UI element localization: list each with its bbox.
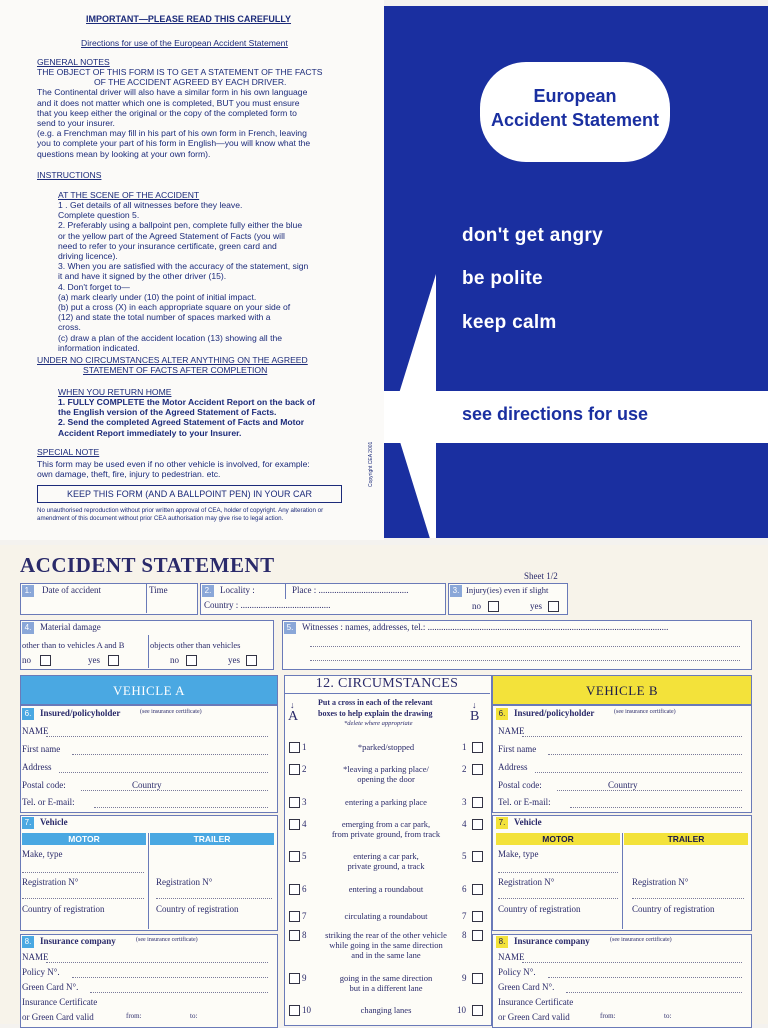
divider [284, 693, 490, 694]
text-line: (a) mark clearly under (10) the point of initial impact. [58, 291, 257, 302]
circumstance-1-text [316, 742, 456, 752]
vehicle-a-motor-header: MOTOR [22, 833, 146, 845]
insurance-field-input[interactable] [72, 976, 268, 978]
circumstance-7-a-checkbox[interactable] [289, 911, 300, 922]
vehicle-a-make-field[interactable] [22, 871, 144, 873]
vehicle-a-make-label: Make, type [22, 849, 63, 859]
insured-field-label: Tel. or E-mail: [498, 797, 551, 807]
text-line: own damage, theft, fire, injury to pedestrian. etc. [37, 469, 221, 480]
country-field[interactable]: Country : ........................................ [204, 600, 331, 610]
date-label: Date of accident [42, 585, 101, 595]
circumstance-text-line: entering a roundabout [348, 884, 424, 894]
cover-title [480, 84, 670, 132]
vehicle-b-make-field[interactable] [498, 871, 618, 873]
vehicle-b-trailer-header: TRAILER [624, 833, 748, 845]
vehicle-a-country-reg-label: Country of registration [22, 904, 105, 914]
divider [148, 833, 149, 929]
text-line: THE OBJECT OF THIS FORM IS TO GET A STATEMENT OF THE FACTS [37, 67, 323, 77]
cover-panel [384, 6, 768, 538]
text-line: UNDER NO CIRCUMSTANCES ALTER ANYTHING ON THE AGREED [37, 355, 308, 365]
time-field[interactable] [149, 598, 193, 610]
insurance-field-label: NAME [498, 952, 525, 962]
vehicle-a-insurance-label: Insurance company [40, 936, 116, 946]
insured-field-label: Address [498, 762, 528, 772]
text-line: 2. Preferably using a ballpoint pen, complete fully either the blue [58, 220, 303, 231]
accident-statement-form [0, 545, 768, 1024]
slogan-be-polite: be polite [462, 268, 543, 289]
circumstances-col-b: B [470, 709, 480, 724]
divider [148, 635, 149, 668]
circumstance-text-line: from private ground, from track [331, 829, 441, 839]
vehicle-a-trailer-registration-label: Registration N° [156, 877, 213, 887]
text-line: driving licence). [58, 251, 118, 261]
slogan-keep-calm: keep calm [462, 312, 557, 333]
circumstance-9-b-checkbox[interactable] [472, 973, 483, 984]
legal-notice: No unauthorised reproduction without prior written approval of CEA, holder of copyright. Any alteration or amendment of this document without prior CEA authorisation may give rise to legal action. [37, 507, 324, 522]
vehicle-b-valid-label: or Green Card valid [498, 1012, 570, 1022]
text-line: OF THE ACCIDENT AGREED BY EACH DRIVER. [94, 77, 287, 88]
special-note-title: SPECIAL NOTE [37, 447, 100, 457]
insurance-field-input[interactable] [522, 961, 742, 963]
circumstance-3-b-checkbox[interactable] [472, 797, 483, 808]
circumstance-10-text [316, 1005, 456, 1015]
insured-field-label: First name [498, 744, 537, 754]
circumstance-8-a-checkbox[interactable] [289, 930, 300, 941]
vehicle-b-from-label: from: [600, 1012, 616, 1020]
text-line: or the yellow part of the Agreed Statement of Facts (you will [58, 230, 285, 241]
vehicle-a-title: VEHICLE A [112, 683, 186, 698]
insurance-field-input[interactable] [548, 976, 742, 978]
vehicle-a-vehicle-label: Vehicle [40, 817, 68, 827]
insurance-field-label: Insurance Certificate [22, 997, 98, 1007]
vehicle-a-registration-field[interactable] [22, 897, 144, 899]
circumstance-text-line: entering a car park, [353, 851, 419, 861]
circumstance-5-a-checkbox[interactable] [289, 851, 300, 862]
text-line: it and have it signed by the other driver (15). [58, 271, 227, 282]
circumstance-3-text [316, 797, 456, 807]
insurance-field-label: NAME [22, 952, 49, 962]
circumstances-instruction-1: Put a cross in each of the relevant [318, 698, 433, 707]
damage-vehicles-no-label: no [22, 655, 31, 665]
cover-title-line1: European [533, 86, 617, 106]
country-label: Country [608, 780, 638, 790]
circumstance-number-a: 1 [302, 742, 307, 752]
locality-label: Locality : [220, 585, 255, 595]
circumstance-number-a: 8 [302, 930, 307, 940]
circumstance-number-b: 9 [462, 973, 467, 983]
instructions-title: INSTRUCTIONS [37, 170, 102, 180]
vehicle-b-trailer-registration-label: Registration N° [632, 877, 689, 887]
vehicle-b-title: VEHICLE B [585, 683, 659, 698]
section-2-tag: 2. [202, 585, 214, 597]
circumstance-text-line: and in the same lane [351, 950, 421, 960]
injury-no-label: no [472, 601, 481, 611]
vehicle-b-country-reg-label: Country of registration [498, 904, 581, 914]
circumstance-9-a-checkbox[interactable] [289, 973, 300, 984]
vehicle-a-trailer-header: TRAILER [150, 833, 274, 845]
text-line: (12) and state the total number of spaces marked with a [58, 312, 271, 323]
vehicle-a-insured-label: Insured/policyholder [40, 708, 121, 718]
title-bubble [480, 62, 670, 162]
damage-vehicles-yes-checkbox[interactable] [108, 655, 119, 666]
vehicle-a-section-7-tag: 7. [22, 817, 34, 829]
text-line: (e.g. a Frenchman may fill in his part of his own form in French, leaving [37, 128, 307, 139]
date-field[interactable] [22, 598, 142, 610]
circumstance-number-a: 5 [302, 851, 307, 861]
damage-objects-yes-label: yes [228, 655, 240, 665]
insured-field-label: NAME [22, 726, 49, 736]
circumstance-number-a: 7 [302, 911, 307, 921]
insured-field-input[interactable] [570, 806, 742, 808]
text-line: STATEMENT OF FACTS AFTER COMPLETION [83, 365, 268, 376]
text-line: and it does not matter which one is completed, BUT you must ensure [37, 97, 300, 108]
circumstances-instruction-2: boxes to help explain the drawing [318, 709, 433, 718]
insured-field-label: Tel. or E-mail: [22, 797, 75, 807]
vehicle-b-registration-label: Registration N° [498, 877, 555, 887]
circumstance-text-line: circulating a roundabout [344, 911, 428, 921]
cover-title-line2: Accident Statement [490, 110, 660, 130]
circumstance-6-a-checkbox[interactable] [289, 884, 300, 895]
vehicle-a-registration-label: Registration N° [22, 877, 79, 887]
text-line: you to complete your part of his form in English—you will know what the [37, 138, 311, 149]
circumstance-3-a-checkbox[interactable] [289, 797, 300, 808]
slogan-dont-get-angry: don't get angry [462, 225, 603, 246]
damage-vehicles-yes-label: yes [88, 655, 100, 665]
circumstance-number-a: 9 [302, 973, 307, 983]
injury-yes-label: yes [530, 601, 542, 611]
insurance-field-label: Policy N°. [22, 967, 60, 977]
circumstance-4-text [316, 819, 456, 839]
insured-field-input[interactable] [72, 753, 268, 755]
circumstance-number-b: 1 [462, 742, 467, 752]
keep-form-box: KEEP THIS FORM (AND A BALLPOINT PEN) IN YOUR CAR [37, 485, 342, 503]
insured-field-input[interactable] [557, 789, 742, 791]
text-line: (b) put a cross (X) in each appropriate square on your side of [58, 302, 291, 312]
insured-field-input[interactable] [535, 771, 742, 773]
circumstance-number-a: 2 [302, 764, 307, 774]
insured-field-label: First name [22, 744, 61, 754]
divider [622, 833, 623, 929]
circumstance-number-b: 3 [462, 797, 467, 807]
circumstance-number-a: 6 [302, 884, 307, 894]
circumstance-text-line: *parked/stopped [357, 742, 415, 752]
vehicle-b-section-6-tag: 6. [496, 708, 508, 720]
vehicle-a-from-label: from: [126, 1012, 142, 1020]
vehicle-b-make-label: Make, type [498, 849, 539, 859]
time-label: Time [149, 585, 168, 595]
damage-vehicles-no-checkbox[interactable] [40, 655, 51, 666]
instructions-panel [0, 0, 384, 540]
text-line: Accident Report immediately to your Insurer. [58, 427, 242, 438]
vehicle-a-header [20, 675, 278, 705]
text-line: (c) draw a plan of the accident location (13) showing all the [58, 332, 283, 343]
circumstance-text-line: but in a different lane [349, 983, 423, 993]
witnesses-field-line[interactable] [310, 645, 740, 647]
circumstance-text-line: striking the rear of the other vehicle [325, 930, 447, 940]
circumstance-4-b-checkbox[interactable] [472, 819, 483, 830]
circumstance-text-line: emerging from a car park, [341, 819, 431, 829]
damage-objects-no-label: no [170, 655, 179, 665]
circumstance-7-text [316, 911, 456, 921]
divider [285, 583, 286, 599]
injury-label: Injury(ies) even if slight [466, 585, 549, 595]
vehicle-b-registration-field[interactable] [498, 897, 618, 899]
circumstance-number-a: 10 [302, 1005, 311, 1015]
circumstances-col-a: A [288, 709, 299, 724]
text-line: information indicated. [58, 342, 140, 353]
circumstance-number-b: 5 [462, 851, 467, 861]
instructions-heading: IMPORTANT—PLEASE READ THIS CAREFULLY [86, 14, 292, 24]
text-line: Complete question 5. [58, 210, 140, 221]
witnesses-label: Witnesses : names, addresses, tel.: ........................................................................................................... [302, 622, 669, 632]
place-field[interactable]: Place : ........................................ [292, 585, 409, 595]
vehicle-a-to-label: to: [190, 1012, 198, 1020]
circumstance-text-line: changing lanes [360, 1005, 412, 1015]
vehicle-b-vehicle-label: Vehicle [514, 817, 542, 827]
circumstance-5-text [316, 851, 456, 871]
vehicles-other-label: other than to vehicles A and B [22, 640, 125, 650]
vehicle-b-motor-header: MOTOR [496, 833, 620, 845]
vehicle-a-section-8-tag: 8. [22, 936, 34, 948]
vehicle-a-insurance-note: (see insurance certificate) [136, 937, 198, 943]
circumstance-1-b-checkbox[interactable] [472, 742, 483, 753]
circumstance-2-b-checkbox[interactable] [472, 764, 483, 775]
circumstance-6-b-checkbox[interactable] [472, 884, 483, 895]
vehicle-b-to-label: to: [664, 1012, 672, 1020]
insurance-field-input[interactable] [566, 991, 742, 993]
copyright-text: Copyright CEA 2001 [368, 441, 374, 487]
circumstance-number-b: 7 [462, 911, 467, 921]
directions-title: Directions for use of the European Accident Statement [81, 38, 288, 48]
circumstance-text-line: private ground, a track [347, 861, 425, 871]
country-label: Country [132, 780, 162, 790]
insurance-field-input[interactable] [46, 961, 268, 963]
vehicle-b-insured-label: Insured/policyholder [514, 708, 595, 718]
material-damage-label: Material damage [40, 622, 101, 632]
vehicle-b-header [492, 675, 752, 705]
circumstance-number-b: 10 [457, 1005, 466, 1015]
arrow-down-icon-b: ↓ [472, 700, 477, 710]
circumstance-text-line: *leaving a parking place/ [343, 764, 429, 774]
text-line: cross. [58, 322, 81, 333]
circumstance-number-b: 2 [462, 764, 467, 774]
vehicle-b-trailer-country-reg-label: Country of registration [632, 904, 715, 914]
injury-yes-checkbox[interactable] [548, 601, 559, 612]
circumstance-number-a: 3 [302, 797, 307, 807]
arrow-down-icon-a: ↓ [290, 700, 295, 710]
see-directions-text: see directions for use [462, 404, 649, 424]
circumstance-1-a-checkbox[interactable] [289, 742, 300, 753]
general-notes-title: GENERAL NOTES [37, 57, 110, 67]
text-line: 3. When you are satisfied with the accuracy of the statement, sign [58, 261, 309, 272]
text-line: 1. FULLY COMPLETE the Motor Accident Report on the back of [58, 397, 316, 407]
insured-field-input[interactable] [59, 771, 268, 773]
witnesses-field-line[interactable] [310, 659, 740, 661]
form-title: ACCIDENT STATEMENT [20, 553, 275, 577]
circumstances-header: 12. CIRCUMSTANCES [315, 676, 459, 691]
circumstance-text-line: going in the same direction [339, 973, 433, 983]
text-line: send to your insurer. [37, 118, 115, 128]
insured-field-input[interactable] [46, 735, 268, 737]
circumstance-number-a: 4 [302, 819, 307, 829]
text-line: The Continental driver will also have a similar form in his own language [37, 87, 308, 98]
circumstance-7-b-checkbox[interactable] [472, 911, 483, 922]
insurance-field-label: Green Card N°. [22, 982, 79, 992]
divider [146, 583, 147, 613]
text-line: 1 . Get details of all witnesses before they leave. [58, 200, 243, 210]
circumstance-5-b-checkbox[interactable] [472, 851, 483, 862]
text-line: 4. Don't forget to— [58, 281, 130, 292]
insured-field-input[interactable] [548, 753, 742, 755]
vehicle-a-valid-label: or Green Card valid [22, 1012, 94, 1022]
circumstance-2-a-checkbox[interactable] [289, 764, 300, 775]
insurance-field-label: Policy N°. [498, 967, 536, 977]
vehicle-b-trailer-registration-field[interactable] [632, 897, 744, 899]
insured-field-label: Postal code: [22, 780, 66, 790]
damage-objects-no-checkbox[interactable] [186, 655, 197, 666]
vehicle-a-section-6-tag: 6. [22, 708, 34, 720]
insured-field-label: NAME [498, 726, 525, 736]
circumstance-10-a-checkbox[interactable] [289, 1005, 300, 1016]
section-1-tag: 1. [22, 585, 34, 597]
text-line: need to refer to your insurance certificate, green card and [58, 240, 277, 251]
section-4-tag: 4. [22, 622, 34, 634]
objects-other-label: objects other than vehicles [150, 640, 241, 650]
circumstance-number-b: 8 [462, 930, 467, 940]
insured-field-label: Postal code: [498, 780, 542, 790]
circumstance-number-b: 4 [462, 819, 467, 829]
circumstance-8-b-checkbox[interactable] [472, 930, 483, 941]
vehicle-b-section-7-tag: 7. [496, 817, 508, 829]
insurance-field-label: Green Card N°. [498, 982, 555, 992]
damage-objects-yes-checkbox[interactable] [246, 655, 257, 666]
text-line: that you keep either the original or the copy of the completed form to [37, 107, 297, 118]
section-5-tag: 5. [284, 622, 296, 634]
vehicle-b-insured-note: (see insurance certificate) [614, 709, 676, 715]
insured-field-label: Address [22, 762, 52, 772]
circumstance-4-a-checkbox[interactable] [289, 819, 300, 830]
insured-field-input[interactable] [522, 735, 742, 737]
insured-field-input[interactable] [94, 806, 268, 808]
vehicle-b-insurance-label: Insurance company [514, 936, 590, 946]
vehicle-a-trailer-registration-field[interactable] [156, 897, 272, 899]
circumstance-2-text [316, 764, 456, 784]
insurance-field-input[interactable] [90, 991, 268, 993]
text-line: the English version of the Agreed Statement of Facts. [58, 407, 277, 418]
circumstance-10-b-checkbox[interactable] [472, 1005, 483, 1016]
injury-no-checkbox[interactable] [488, 601, 499, 612]
return-title: WHEN YOU RETURN HOME [58, 387, 172, 397]
circumstances-delete-note: *delete where appropriate [344, 720, 413, 727]
circumstance-text-line: while going in the same direction [329, 940, 443, 950]
text-line: questions mean by looking at your own form). [37, 148, 211, 159]
circumstance-text-line: entering a parking place [345, 797, 427, 807]
circumstance-8-text [316, 930, 456, 960]
circumstance-text-line: opening the door [357, 774, 415, 784]
vehicle-a-insured-note: (see insurance certificate) [140, 709, 202, 715]
circumstance-number-b: 6 [462, 884, 467, 894]
vehicle-a-trailer-country-reg-label: Country of registration [156, 904, 239, 914]
section-3-tag: 3. [450, 585, 462, 597]
insurance-field-label: Insurance Certificate [498, 997, 574, 1007]
text-line: This form may be used even if no other vehicle is involved, for example: [37, 459, 310, 469]
circumstance-9-text [316, 973, 456, 993]
text-line: 2. Send the completed Agreed Statement of Facts and Motor [58, 417, 305, 428]
scene-title: AT THE SCENE OF THE ACCIDENT [58, 190, 200, 200]
sheet-number: Sheet 1/2 [524, 571, 558, 581]
vehicle-b-insurance-note: (see insurance certificate) [610, 937, 672, 943]
circumstance-6-text [316, 884, 456, 894]
vehicle-b-section-8-tag: 8. [496, 936, 508, 948]
insured-field-input[interactable] [81, 789, 268, 791]
